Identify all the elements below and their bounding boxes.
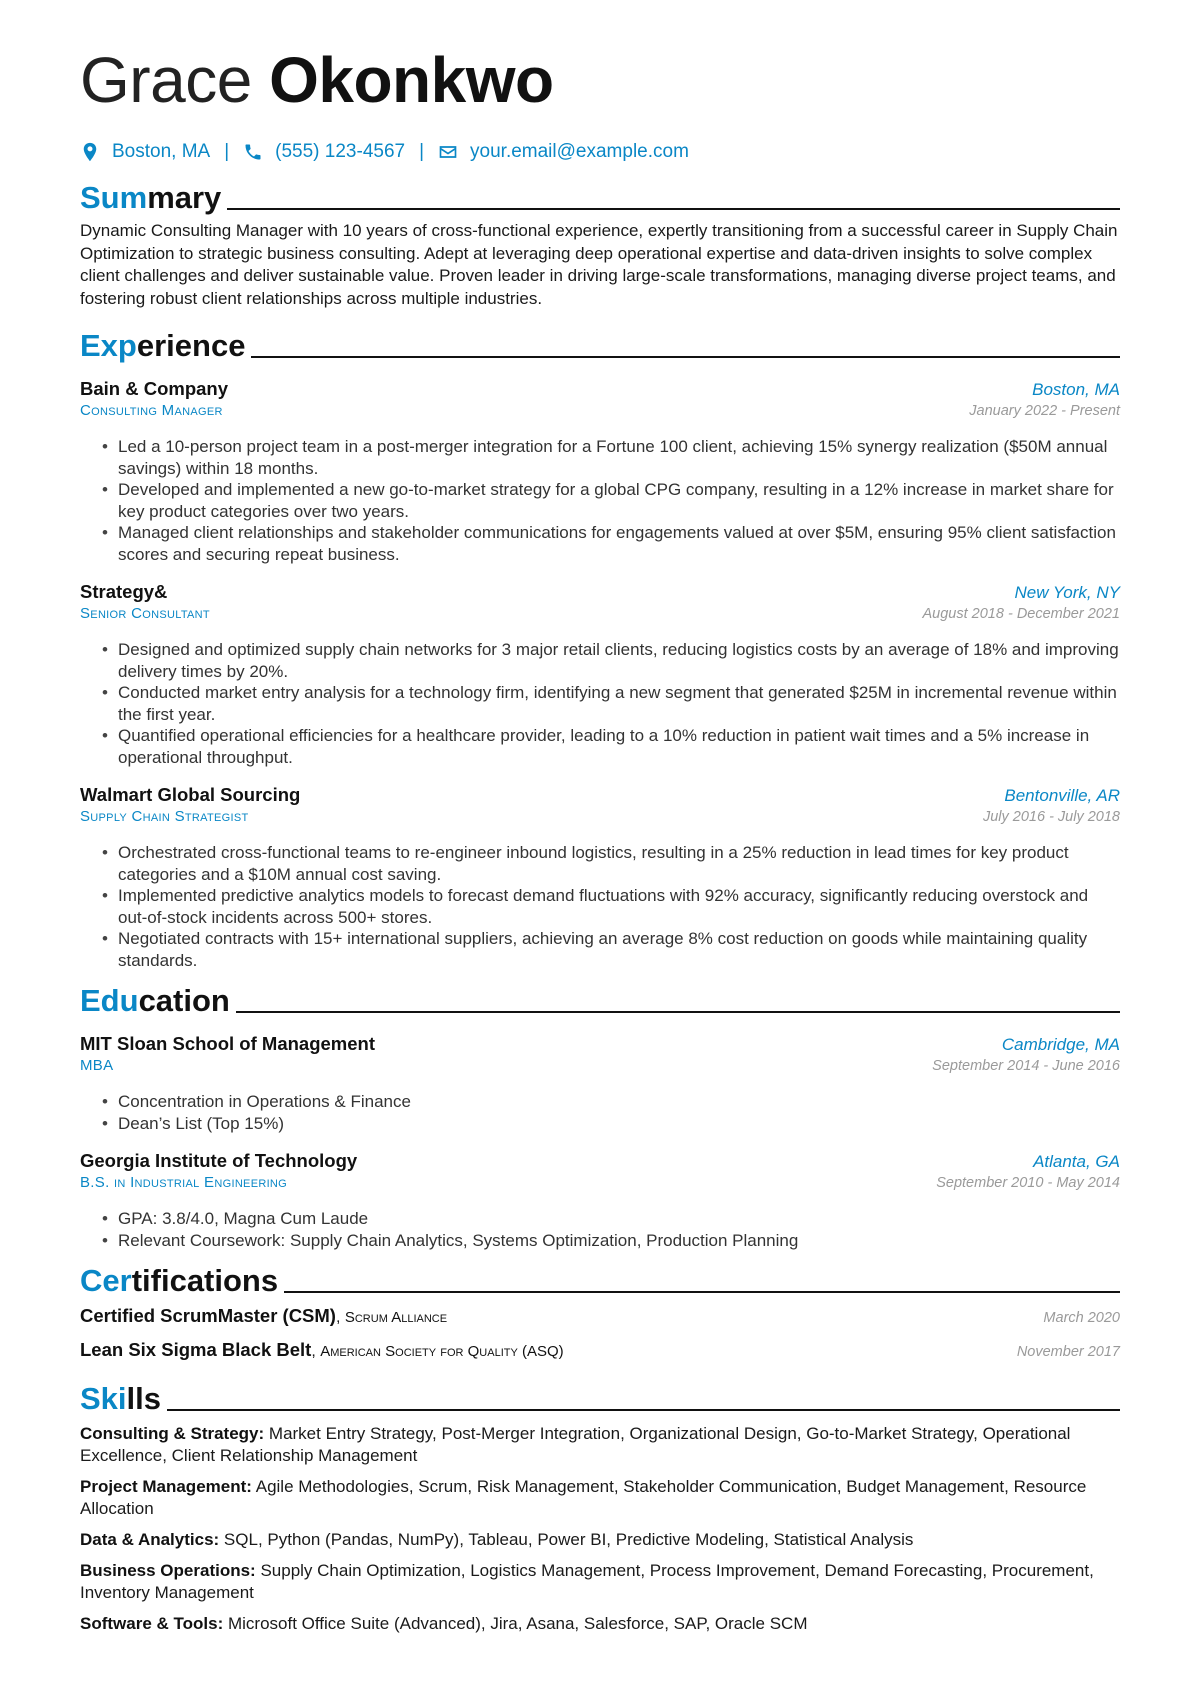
certification-name: Certified ScrumMaster (CSM) — [80, 1305, 336, 1326]
school-location: Atlanta, GA — [1033, 1152, 1120, 1171]
degree: B.S. in Industrial Engineering — [80, 1174, 288, 1191]
skill-list: Agile Methodologies, Scrum, Risk Management, Stakeholder Communication, Budget Management, Resource Allocation — [80, 1477, 1087, 1518]
achievement-list — [80, 436, 1120, 565]
certifications-title: Certifications — [80, 1263, 279, 1298]
section-rule — [251, 356, 1120, 358]
contact-bar — [80, 138, 1120, 166]
summary-text: Dynamic Consulting Manager with 10 years of cross-functional experience, expertly transitioning from a successful career in Supply Chain Optimization to strategic business consulting. Adept at leveraging deep operational expertise and data-driven insights to solve complex client challenges and deliver sustainable value. Proven leader in driving large-scale transformations, managing diverse project teams, and fostering robust client relationships across multiple industries. — [80, 221, 1118, 308]
map-pin-icon — [80, 142, 100, 162]
study-dates: September 2014 - June 2016 — [932, 1058, 1120, 1074]
email-link[interactable]: your.email@example.com — [470, 141, 689, 162]
achievement-item: • Conducted market entry analysis for a technology firm, identifying a new segment that generated $25M in incremental revenue within the first year. — [102, 682, 1120, 725]
achievement-item: • Orchestrated cross-functional teams to re-engineer inbound logistics, resulting in a 25% reduction in lead times for key product categories and a $10M annual cost saving. — [102, 842, 1120, 885]
experience-section — [80, 320, 1120, 971]
summary-title: Summary — [80, 180, 222, 215]
experience-entry — [80, 378, 1120, 565]
last-name: Okonkwo — [269, 44, 554, 116]
job-title: Supply Chain Strategist — [80, 808, 249, 825]
skill-category: Project Management: — [80, 1477, 252, 1496]
phone-icon — [243, 142, 263, 162]
employer-location: Boston, MA — [1032, 380, 1120, 399]
skill-category: Consulting & Strategy: — [80, 1424, 265, 1443]
certification-item: Certified ScrumMaster (CSM), Scrum Alliance March 2020 — [80, 1305, 1120, 1326]
section-rule — [227, 208, 1120, 210]
contact-separator: | — [224, 141, 230, 162]
skill-list: Market Entry Strategy, Post-Merger Integration, Organizational Design, Go-to-Market Strategy, Operational Excellence, Client Relationship Management — [80, 1424, 1071, 1465]
education-detail-item: • Concentration in Operations & Finance — [102, 1091, 1120, 1113]
contact-location — [80, 141, 210, 163]
section-heading — [80, 1255, 1120, 1299]
achievement-list — [80, 842, 1120, 971]
section-heading — [80, 975, 1120, 1019]
skill-category: Business Operations: — [80, 1561, 256, 1580]
certification-date: March 2020 — [1043, 1310, 1120, 1326]
achievement-item: • Managed client relationships and stakeholder communications for engagements valued at over $5M, ensuring 95% client satisfaction scores and securing repeat business. — [102, 522, 1120, 565]
envelope-icon — [438, 142, 458, 162]
first-name: Grace — [80, 44, 252, 116]
certification-issuer: American Society for Quality (ASQ) — [320, 1343, 564, 1360]
education-detail-item: • GPA: 3.8/4.0, Magna Cum Laude — [102, 1208, 1120, 1230]
certification-issuer: Scrum Alliance — [344, 1309, 448, 1326]
section-rule — [167, 1409, 1120, 1411]
employer-name: Bain & Company — [80, 378, 229, 399]
achievement-item: • Designed and optimized supply chain networks for 3 major retail clients, reducing logistics costs by an average of 18% and improving delivery times by 20%. — [102, 639, 1120, 682]
resume-page — [80, 40, 1120, 1635]
achievement-item: • Developed and implemented a new go-to-market strategy for a global CPG company, resulting in a 12% increase in market share for key product categories over two years. — [102, 479, 1120, 522]
contact-phone[interactable] — [243, 141, 405, 163]
location-text: Boston, MA — [112, 141, 211, 162]
skill-group — [80, 1423, 1120, 1467]
job-dates: January 2022 - Present — [969, 403, 1120, 419]
experience-entry — [80, 784, 1120, 971]
skill-list: Microsoft Office Suite (Advanced), Jira, Asana, Salesforce, SAP, Oracle SCM — [227, 1614, 808, 1633]
contact-separator: | — [419, 141, 425, 162]
employer-location: Bentonville, AR — [1004, 786, 1120, 805]
section-heading — [80, 172, 1120, 216]
candidate-name — [80, 40, 1120, 120]
achievement-item: • Implemented predictive analytics models to forecast demand fluctuations with 92% accuracy, significantly reducing overstock and out-of-stock incidents across 500+ stores. — [102, 885, 1120, 928]
employer-location: New York, NY — [1014, 583, 1120, 602]
achievement-item: • Negotiated contracts with 15+ international suppliers, achieving an average 8% cost reduction on goods while maintaining quality standards. — [102, 928, 1120, 971]
summary-section — [80, 172, 1120, 310]
school-name: Georgia Institute of Technology — [80, 1150, 358, 1171]
section-heading — [80, 1373, 1120, 1417]
experience-entry — [80, 581, 1120, 768]
certifications-section — [80, 1255, 1120, 1373]
section-heading — [80, 320, 1120, 364]
skill-list: Supply Chain Optimization, Logistics Management, Process Improvement, Demand Forecasting, Procurement, Inventory Management — [80, 1561, 1094, 1602]
job-dates: August 2018 - December 2021 — [922, 606, 1120, 622]
skill-group — [80, 1613, 1120, 1635]
employer-name: Strategy& — [80, 581, 168, 602]
achievement-item: • Led a 10-person project team in a post-merger integration for a Fortune 100 client, achieving 15% synergy realization ($50M annual savings) within 18 months. — [102, 436, 1120, 479]
skill-category: Software & Tools: — [80, 1614, 224, 1633]
job-dates: July 2016 - July 2018 — [982, 809, 1120, 825]
job-title: Senior Consultant — [80, 605, 210, 622]
achievement-list — [80, 639, 1120, 768]
employer-name: Walmart Global Sourcing — [80, 784, 301, 805]
school-name: MIT Sloan School of Management — [80, 1033, 375, 1054]
section-rule — [284, 1291, 1120, 1293]
skill-group — [80, 1529, 1120, 1551]
education-entry — [80, 1150, 1120, 1251]
skill-category: Data & Analytics: — [80, 1530, 220, 1549]
job-title: Consulting Manager — [80, 402, 223, 419]
education-entry — [80, 1033, 1120, 1134]
education-title: Education — [80, 983, 230, 1018]
experience-title: Experience — [80, 328, 246, 363]
achievement-item: • Quantified operational efficiencies for a healthcare provider, leading to a 10% reduction in patient wait times and a 5% increase in operational throughput. — [102, 725, 1120, 768]
education-details — [80, 1091, 1120, 1134]
skills-title: Skills — [80, 1381, 161, 1416]
school-location: Cambridge, MA — [1001, 1035, 1120, 1054]
certification-item: Lean Six Sigma Black Belt, American Society for Quality (ASQ) November 2017 — [80, 1339, 1120, 1360]
section-rule — [236, 1011, 1120, 1013]
skill-group — [80, 1476, 1120, 1520]
education-detail-item: • Relevant Coursework: Supply Chain Analytics, Systems Optimization, Production Planning — [102, 1230, 1120, 1252]
skills-section — [80, 1373, 1120, 1635]
certification-date: November 2017 — [1016, 1344, 1120, 1360]
degree: MBA — [80, 1057, 114, 1074]
education-details — [80, 1208, 1120, 1251]
education-detail-item: • Dean’s List (Top 15%) — [102, 1113, 1120, 1135]
skill-list: SQL, Python (Pandas, NumPy), Tableau, Power BI, Predictive Modeling, Statistical Analysis — [223, 1530, 914, 1549]
certification-name: Lean Six Sigma Black Belt — [80, 1339, 312, 1360]
skill-group — [80, 1560, 1120, 1604]
phone-text: (555) 123-4567 — [275, 141, 406, 162]
education-section — [80, 975, 1120, 1251]
contact-email[interactable] — [438, 141, 689, 163]
study-dates: September 2010 - May 2014 — [936, 1175, 1120, 1191]
